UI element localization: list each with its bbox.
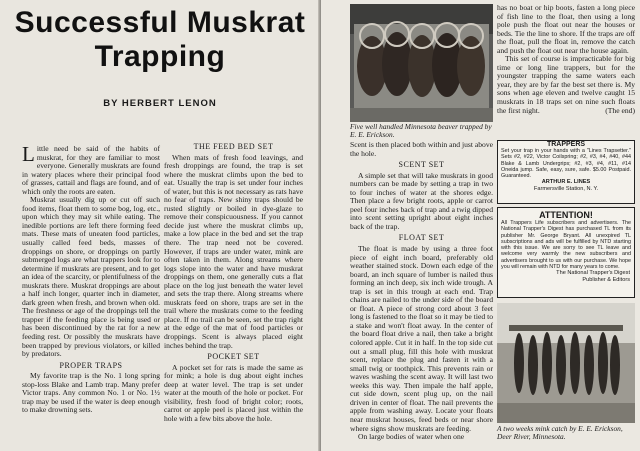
paragraph-float-set: The float is made by using a three foot piece of eight inch board, preferably old weather stained stock. Down each edge of the board, an inch square of lumber is nailed thus forming an inch deep, six inch wide trough. A trap is set in this trough at each end. Trap chains are nailed to the under side of the board or float. A piece of strong cord about 3 feet long is fastened to the float so it may be tied to a stake and won't float away. In the center of the board float drive a nail, then take a bright colored apple. Cut it in half. In the top side cut out a small plug, fill this hole with muskrat scent, replace the plug and fasten it with a small twig or toothpick. This prevents rain or waves washing the scent away. It will last two weeks this way. Then impale the half apple, cut side down, scent plug up, on the nail driven in center of float. The nail prevents the apple from washing away. Locate your floats near muskrat houses, feed beds or near shore where signs show muskrats are feeding. <box>350 244 493 433</box>
paragraph-scent-set: A simple set that will take muskrats in good numbers can be made by setting a trap in two to four inches of water at the shores edge. Then place a few bright roots, apple or carrot peel four inches back of trap and a twig dipped into scent setting upright about eight inches back of the trap. <box>350 170 493 231</box>
trapsetter-ad-heading: TRAPPERS <box>546 141 586 148</box>
heading-feed-bed-set: THE FEED BED SET <box>193 142 274 151</box>
intro-text: ittle need be said of the habits of muskrat, for they are familiar to most everyone. Generally muskrats are found in watery places where their principal food of grasses, cattail and flags are found, and of which only the roots are eaten. <box>22 144 160 196</box>
heading-float-set: FLOAT SET <box>398 233 445 243</box>
trapsetter-ad <box>497 140 635 204</box>
paragraph-large-water: On large bodies of water when one <box>358 432 465 442</box>
intro-paragraph <box>22 142 160 196</box>
paragraph-feed-bed-set: When mats of fresh food leavings, and fresh droppings are found, the trap is set where the muskrat climbs upon the bed to eat. Usually the trap is set under four inches of water, but this is not necessary as rats have no fear of traps. New shiny traps should be rusted slightly or boiled in dye-glaze to remove their conspicuousness. If you cannot decide just where the muskrat climbs up, make a low place in the bed and set the trap there. The trap need not be covered. However, if traps are under water, mink are often taken in them. Along streams where logs slope into the water and have muskrat droppings on them, one generally cuts a flat place on the log just beneath the water level and sets the trap there. Along streams where muskrats feed on shore, traps are set in the trail where the muskrats come to the feeding place. If no trail can be seen, set the trap right at the edge of the mat of food particles or droppings. Scent is always placed eight inches behind the trap. <box>164 152 303 350</box>
column-1 <box>22 142 160 415</box>
heading-proper-traps: PROPER TRAPS <box>59 360 123 370</box>
article-title-line2: Trapping <box>94 40 226 73</box>
attention-heading: ATTENTION! <box>539 210 593 220</box>
mink-catch-caption: A two weeks mink catch by E. E. Erickson, Deer River, Minnesota. <box>497 424 623 442</box>
paragraph-scent-hole: Scent is then placed both within and just above the hole. <box>350 140 493 158</box>
paragraph-feed-mats: Muskrat usually dig up or cut off such food items, float them to some bog, log, etc., upon which they may sit while eating. The inedible portions are left there forming feed mats. These mats of uneaten food particles, usually called feed beds, masses of droppings on shore, or droppings on partly submerged logs are what trappers look for to determine if muskrats are present, and to get an idea of the scarcity, or plentifulness of the muskrats there. Muskrat droppings are about a half inch longer, quarter inch in diameter, dark green when fresh, and brown when old. The freshness or age of the droppings tell the trapper if the feeding place is being used or has been discontinued by the rat for a new feeding rest. Or possibly the muskrats have been trapped by previous violators, or killed by predators. <box>22 195 160 359</box>
article-title-line1: Successful Muskrat <box>14 6 306 39</box>
column-2 <box>164 140 303 424</box>
attention-signature: The National Trapper's Digest <box>556 270 630 277</box>
mink-catch-photo-image <box>497 303 635 423</box>
heading-pocket-set: POCKET SET <box>207 352 260 362</box>
right-page <box>321 0 640 451</box>
drop-cap: L <box>22 142 35 166</box>
attention-notice <box>497 207 635 298</box>
trapsetter-ad-name: ARTHUR E. LINES <box>541 179 591 186</box>
end-mark: (The end) <box>605 105 635 115</box>
beaver-photo <box>350 4 493 122</box>
article-byline: BY HERBERT LENON <box>103 98 217 109</box>
paragraph-impracticable <box>497 55 635 115</box>
attention-body: All Trappers Life subscribers and advertisers. The National Trapper's Digest has purchased TL from its publisher Mr. George Bryant. All unexpired TL subscriptions and ads will be fulfilled by NTD starting with this issue. We are sorry to see TL leave and welcome very warmly the new subscribers and advertisers brought to us with our purchase. We hope you will remain with NTD for many years to come. <box>501 220 631 271</box>
paragraph-pocket-set: A pocket set for rats is made the same as for mink; a hole is dug about eight inches deep at water level. The trap is set under water at the mouth of the hole or pocket. For visibility, fresh food of bright color; roots, carrot or apple peel is placed just within the hole with a few bits above the hole. <box>164 362 303 423</box>
beaver-photo-image <box>350 4 493 122</box>
column-4 <box>497 4 635 115</box>
attention-signature-title: Publisher & Editors <box>582 276 630 283</box>
heading-scent-set: SCENT SET <box>398 160 445 170</box>
trapsetter-ad-address: Farmersville Station, N. Y. <box>533 185 599 192</box>
paragraph-fish-line: has no boat or hip boots, fasten a long piece of fish line to the float, then using a long pole push the float out near the houses or beds. Tie the line to shore. If the traps are off the float, pull the float in, remove the catch and push the float out near the house again. <box>497 3 635 55</box>
mink-catch-photo <box>497 303 635 423</box>
trapsetter-ad-body: Set your trap in your hands with a "Lines Trapsetter." Sets #2, #22, Victor Coilspring; #2, #3, #4, #40, #44 Blake & Lamb Undergrips; #2, #3, #4, #11, #14 Oneida jump. Safe, easy, sure, safe. $5.00 Postpaid. Guaranteed. <box>501 148 631 180</box>
impracticable-text: This set of course is impracticable for big time or long line trappers, but for the youngster trapping the same waters each year, they are by far the best set there is. My sons when age eleven and twelve caught 15 muskrats in 18 traps set on nine such floats the first night. <box>497 54 635 115</box>
column-3 <box>350 141 493 442</box>
beaver-photo-caption: Five well handled Minnesota beaver trapped by E. E. Erickson. <box>350 122 492 140</box>
paragraph-proper-traps: My favorite trap is the No. 1 long spring stop-loss Blake and Lamb trap. Many prefer Victor traps. Any common No. 1 or No. 1½ trap may be used if the water is deep enough to make drowning sets. <box>22 371 160 415</box>
